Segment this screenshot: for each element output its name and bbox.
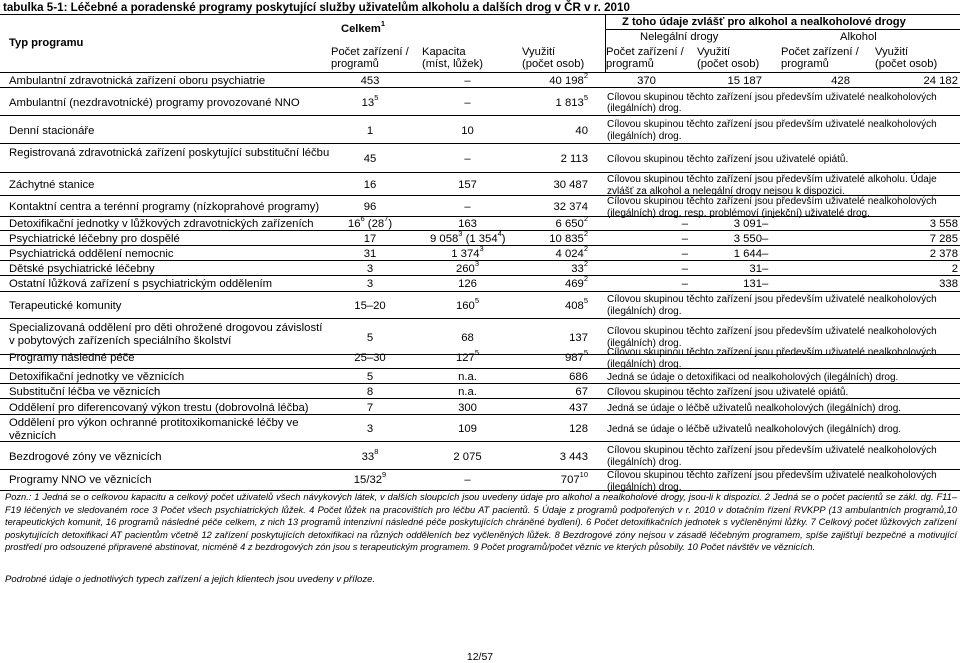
- kapacita-value: 68: [461, 331, 474, 344]
- row-label: Registrovaná zdravotnická zařízení poskytující substituční léčbu: [9, 147, 330, 159]
- row-note: Cílovou skupinou těchto zařízení jsou především uživatelé nealkoholových (ilegálních) drog.: [607, 119, 937, 142]
- cell-dp: [605, 75, 688, 88]
- kapacita-value: 9 $058^3$ (1 $354^4$): [430, 228, 506, 245]
- alkohol-vyuziti-value: 2: [951, 262, 958, 275]
- pocet-value: 17: [363, 232, 377, 245]
- cell-vyuz: [505, 332, 588, 345]
- kapacita-value: n.a.: [458, 386, 477, 398]
- table-row: [0, 385, 960, 399]
- vyuziti-value: 40 $198^2$: [549, 71, 588, 87]
- cell-kap: [430, 332, 505, 345]
- cell-kap: [430, 228, 506, 246]
- row-note: Cílovou skupinou těchto zařízení jsou především uživatelé nealkoholových (ilegálních) drog.: [607, 294, 937, 317]
- cell-pocet: [320, 386, 420, 399]
- cell-vyuz: [505, 93, 588, 110]
- header-typ: Typ programu: [9, 37, 84, 49]
- footnote: Pozn.: 1 Jedná se o celkovou kapacitu a celkový počet uživatelů všech návykových látek, v dalších sloupcích jsou uvedeny údaje pro alkohol a nealkoholové drogy, jsou-li k dispozici. 2 Jedná se o počet pacientů se zákl. dg. F11–F19 léčených ve sledovaném roce 3 Počet všech psychiatrických lůžek. 4 Počet lůžek na pracovištích pro léčbu AT pacientů. 5 Údaje z programů podpořených v r. 2010 v dotačním řízení RVKPP (13 ambulantních programů,10 terapeutických komunit, 16 programů následné péče celkem, z nich 13 programů intenzivní následné péče poskytujících chráněné bydlení). 6 Počet detoxifikačních jednotek s vyčleněnými lůžky. 7 Celkový počet lůžkových zařízení poskytujících detoxifikaci AT pacientům včetně 12 zařízení poskytujících detoxifikaci na různých odděleních bez vyčleněných lůžek. 8 Bezdrogové zóny nejsou v zásadě léčebným programem, spíše zajišťují bezpečné a motivující prostředí pro odsouzené připravené abstinovat, nicméně 4 z bezdrogových zón jsou s terapeutickým programem. 9 Počet programů/počet věznic ve kterých působily. 10 Počet návštěv ve věznicích.: [5, 492, 957, 553]
- table-row: [0, 196, 960, 217]
- vyuziti-value: 30 487: [553, 179, 588, 191]
- row-label: Oddělení pro diferencovaný výkon trestu (dobrovolná léčba): [9, 401, 309, 414]
- vyuziti-value: 6 $650^2$: [555, 214, 588, 230]
- cell-dv: [688, 263, 762, 276]
- cell-pocet: [320, 300, 420, 313]
- hdr-kapacita: Kapacita (míst, lůžek): [422, 46, 483, 70]
- vyuziti-value: 1 $813^5$: [555, 93, 588, 109]
- vyuziti-value: $987^5$: [564, 348, 588, 364]
- cell-vyuz: [505, 295, 588, 313]
- kapacita-value: –: [464, 474, 471, 486]
- cell-pocet: [320, 93, 420, 110]
- alkohol-pocet-value: –: [762, 278, 769, 290]
- hdr-pocet: Počet zařízení / programů: [331, 46, 409, 70]
- pocet-value: 7: [366, 401, 374, 414]
- cell-dv: [688, 75, 762, 88]
- cell-pocet: [320, 332, 420, 345]
- vyuziti-value: 437: [569, 401, 588, 414]
- cell-pocet: [320, 179, 420, 192]
- cell-dp: [605, 248, 688, 261]
- row-label: Specializovaná oddělení pro děti ohrožené drogovou závislostí v pobytových zařízeních speciálního školství: [9, 322, 323, 347]
- alkohol-vyuziti-value: 3 558: [929, 218, 958, 230]
- cell-dv: [688, 278, 762, 291]
- cell-kap: [430, 125, 505, 138]
- drogy-vyuziti-value: 1 644: [733, 247, 762, 260]
- cell-pocet: [320, 153, 420, 166]
- row-note: Cílovou skupinou těchto zařízení jsou především uživatelé nealkoholových (ilegálních) drog, resp. problémoví (injekční) uživatelé drog.: [607, 196, 937, 219]
- cell-pocet: [320, 75, 420, 88]
- hdr-pocet-alkohol: Počet zařízení / programů: [781, 46, 859, 70]
- cell-dv: [688, 233, 762, 246]
- cell-pocet: [320, 371, 420, 384]
- kapacita-value: $260^3$: [455, 258, 480, 275]
- cell-av: [850, 278, 958, 291]
- alkohol-vyuziti-value: 2 378: [929, 247, 958, 260]
- cell-dp: [605, 278, 688, 291]
- pocet-value: 25–30: [354, 352, 386, 364]
- cell-kap: [430, 278, 505, 291]
- row-label: Ostatní lůžková zařízení s psychiatrickým oddělením: [9, 278, 273, 290]
- cell-ap: [762, 248, 850, 261]
- cell-vyuz: [505, 71, 588, 88]
- row-rule: [0, 383, 960, 384]
- kapacita-value: 300: [458, 401, 477, 414]
- cell-ap: [762, 278, 850, 291]
- cell-kap: [430, 451, 505, 464]
- cell-vyuz: [505, 348, 588, 365]
- cell-kap: [430, 348, 505, 365]
- cell-kap: [430, 97, 505, 110]
- pocet-value: 16: [363, 179, 377, 191]
- row-label: Detoxifikační jednotky v lůžkových zdravotnických zařízeních: [9, 218, 314, 230]
- row-label: Ambulantní zdravotnická zařízení oboru psychiatrie: [9, 75, 266, 87]
- row-label: Záchytné stanice: [9, 179, 95, 191]
- pocet-value: 45: [363, 153, 377, 165]
- alkohol-vyuziti-value: 24 182: [923, 75, 958, 87]
- row-rule: [0, 368, 960, 369]
- table-row: [0, 347, 960, 369]
- pocet-value: 3: [366, 278, 374, 290]
- drogy-pocet-value: –: [681, 262, 688, 275]
- alkohol-pocet-value: –: [762, 218, 769, 230]
- cell-dp: [605, 233, 688, 246]
- cell-ap: [762, 233, 850, 246]
- alkohol-pocet-value: –: [762, 262, 769, 275]
- vyuziti-value: 686: [569, 371, 588, 383]
- pocet-value: $13^5$: [361, 93, 379, 109]
- alkohol-vyuziti-value: 338: [939, 278, 958, 290]
- cell-av: [850, 75, 958, 88]
- cell-pocet: [320, 470, 420, 487]
- cell-pocet: [320, 125, 420, 138]
- page-number: 12/57: [466, 651, 494, 663]
- hdr-vyuziti-alkohol: Využití (počet osob): [875, 46, 938, 70]
- row-label: Substituční léčba ve věznicích: [9, 386, 161, 398]
- row-note: Cílovou skupinou těchto zařízení jsou především uživatelé nealkoholových (ilegálních) drog.: [607, 326, 937, 349]
- vyuziti-value: 67: [575, 386, 588, 398]
- cell-pocet: [320, 263, 420, 276]
- row-rule: [0, 115, 960, 116]
- kapacita-value: 10: [461, 124, 474, 137]
- row-label: Psychiatrické léčebny pro dospělé: [9, 232, 180, 245]
- kapacita-value: –: [464, 75, 471, 87]
- pocet-value: 15–20: [354, 299, 386, 312]
- pocet-value: 453: [360, 75, 380, 87]
- drogy-vyuziti-value: 131: [743, 278, 762, 290]
- cell-kap: [430, 423, 505, 436]
- table-row: [0, 292, 960, 319]
- cell-vyuz: [505, 201, 588, 214]
- alkohol-pocet-value: 428: [831, 75, 850, 87]
- cell-pocet: [320, 446, 420, 464]
- source-note: Podrobné údaje o jednotlivých typech zařízení a jejich klientech jsou uvedeny v příloze.: [5, 574, 376, 585]
- pocet-value: $33^8$: [361, 446, 379, 463]
- kapacita-value: 2 075: [453, 450, 482, 463]
- cell-kap: [430, 402, 505, 415]
- kapacita-value: $160^5$: [455, 295, 480, 312]
- kapacita-value: n.a.: [458, 371, 477, 383]
- drogy-pocet-value: 370: [637, 75, 656, 87]
- drogy-vyuziti-value: 3 091: [733, 218, 762, 230]
- row-rule: [0, 87, 960, 88]
- cell-vyuz: [505, 402, 588, 415]
- row-rule: [0, 143, 960, 144]
- cell-pocet: [320, 402, 420, 415]
- table-title: tabulka 5-1: Léčebné a poradenské programy poskytující služby uživatelům alkoholu a dalších drog v ČR v r. 2010: [3, 1, 630, 14]
- vyuziti-value: 2 113: [560, 153, 588, 165]
- table-row: [0, 90, 960, 116]
- kapacita-value: 157: [458, 179, 477, 191]
- row-label: Terapeutické komunity: [9, 299, 122, 312]
- cell-pocet: [320, 214, 420, 231]
- table-row: [0, 276, 960, 292]
- vyuziti-value: $707^{10}$: [560, 470, 588, 486]
- table-row: [0, 370, 960, 384]
- cell-pocet: [320, 352, 420, 365]
- cell-ap: [762, 263, 850, 276]
- vyuziti-value: 137: [569, 331, 588, 344]
- vyuziti-value: 4 $024^2$: [555, 243, 588, 260]
- row-label: Bezdrogové zóny ve věznicích: [9, 450, 162, 463]
- cell-kap: [430, 474, 505, 487]
- cell-dv: [688, 248, 762, 261]
- table-row: [0, 214, 960, 231]
- rule: [0, 72, 960, 73]
- row-label: Programy následné péče: [9, 352, 135, 364]
- kapacita-value: $127^5$: [455, 348, 480, 364]
- table-row: [0, 400, 960, 415]
- hdr-vyuziti-drogy: Využití (počet osob): [697, 46, 760, 70]
- row-note: Cílovou skupinou těchto zařízení jsou především uživatelé alkoholu. Údaje zvlášť za alkohol a nelegální drogy nejsou k dispozici.: [607, 174, 937, 197]
- row-label: Programy NNO ve věznicích: [9, 474, 152, 486]
- cell-kap: [430, 75, 505, 88]
- vyuziti-value: 10 $835^2$: [549, 228, 588, 245]
- header-celkem: Celkem$^1$: [341, 19, 385, 35]
- drogy-pocet-value: –: [681, 247, 688, 260]
- pocet-value: $16^6$ $(28^7)$: [347, 214, 393, 230]
- cell-av: [850, 218, 958, 231]
- row-note: Cílovou skupinou těchto zařízení jsou především uživatelé nealkoholových (ilegálních) drog.: [607, 470, 937, 493]
- cell-ap: [762, 75, 850, 88]
- cell-vyuz: [505, 274, 588, 291]
- table-row: [0, 145, 960, 173]
- alkohol-pocet-value: –: [762, 232, 769, 245]
- cell-kap: [430, 243, 505, 261]
- row-note: Cílovou skupinou těchto zařízení jsou především uživatelé nealkoholových (ilegálních) drog.: [607, 445, 937, 468]
- row-note: Cílovou skupinou těchto zařízení jsou uživatelé opiátů.: [607, 387, 849, 398]
- vyuziti-value: $33^2$: [571, 258, 588, 275]
- vyuziti-value: 32 374: [553, 200, 588, 213]
- table-row: [0, 470, 960, 493]
- row-note: Jedná se údaje o detoxifikaci od nealkoholových (ilegálních) drog.: [607, 372, 899, 383]
- row-label: Detoxifikační jednotky ve věznicích: [9, 371, 185, 383]
- cell-kap: [430, 153, 505, 166]
- drogy-vyuziti-value: 3 550: [733, 232, 762, 245]
- cell-vyuz: [505, 371, 588, 384]
- row-label: Psychiatrická oddělení nemocnic: [9, 247, 174, 260]
- header-alkohol: Alkohol: [840, 31, 877, 43]
- row-label: Kontaktní centra a terénní programy (nízkoprahové programy): [9, 200, 320, 213]
- drogy-pocet-value: –: [681, 278, 688, 290]
- table-row: [0, 258, 960, 276]
- drogy-pocet-value: –: [681, 232, 688, 245]
- kapacita-value: –: [464, 200, 471, 213]
- row-note: Jedná se údaje o léčbě uživatelů nealkoholových (ilegálních) drog.: [607, 423, 902, 435]
- cell-pocet: [320, 278, 420, 291]
- cell-dp: [605, 263, 688, 276]
- pocet-value: 3: [366, 262, 374, 275]
- rule: [605, 29, 960, 30]
- cell-vyuz: [505, 470, 588, 487]
- cell-pocet: [320, 423, 420, 436]
- row-rule: [0, 441, 960, 442]
- pocet-value: 5: [366, 331, 374, 344]
- vyuziti-value: 3 443: [559, 450, 588, 463]
- cell-pocet: [320, 233, 420, 246]
- kapacita-value: 163: [458, 218, 477, 230]
- pocet-value: $15/32^9$: [353, 470, 387, 486]
- row-note: Cílovou skupinou těchto zařízení jsou především uživatelé nealkoholových (ilegálních) drog.: [607, 347, 937, 370]
- rule: [0, 14, 960, 15]
- drogy-vyuziti-value: 31: [749, 262, 762, 275]
- hdr-vyuziti: Využití (počet osob): [522, 46, 585, 70]
- cell-vyuz: [505, 243, 588, 261]
- pocet-value: 3: [366, 422, 374, 435]
- pocet-value: 1: [366, 124, 374, 137]
- drogy-pocet-value: –: [681, 218, 688, 230]
- kapacita-value: 109: [458, 422, 477, 435]
- cell-kap: [430, 295, 505, 313]
- cell-kap: [430, 386, 505, 399]
- kapacita-value: –: [464, 153, 471, 165]
- cell-vyuz: [505, 153, 588, 166]
- row-rule: [0, 398, 960, 399]
- hdr-pocet-drogy: Počet zařízení / programů: [606, 46, 684, 70]
- row-label: Dětské psychiatrické léčebny: [9, 262, 155, 275]
- row-label: Oddělení pro výkon ochranné protitoxikomanické léčby ve věznicích: [9, 417, 299, 442]
- cell-av: [850, 263, 958, 276]
- header-nelegalni: Nelegální drogy: [640, 31, 719, 43]
- row-rule: [0, 318, 960, 319]
- table-row: [0, 243, 960, 261]
- cell-vyuz: [505, 125, 588, 138]
- cell-pocet: [320, 248, 420, 261]
- pocet-value: 96: [363, 200, 377, 213]
- cell-vyuz: [505, 451, 588, 464]
- table-row: [0, 174, 960, 196]
- kapacita-value: 1 $374^3$: [451, 243, 484, 260]
- cell-kap: [430, 371, 505, 384]
- table-row: [0, 415, 960, 442]
- alkohol-vyuziti-value: 7 285: [929, 232, 958, 245]
- row-label: Denní stacionáře: [9, 124, 95, 137]
- table-row: [0, 117, 960, 144]
- cell-vyuz: [505, 423, 588, 436]
- cell-vyuz: [505, 258, 588, 276]
- row-note: Cílovou skupinou těchto zařízení jsou především uživatelé nealkoholových (ilegálních) drog.: [607, 91, 937, 114]
- cell-ap: [762, 218, 850, 231]
- cell-kap: [430, 218, 505, 231]
- alkohol-pocet-value: –: [762, 247, 769, 260]
- cell-vyuz: [505, 214, 588, 231]
- cell-kap: [430, 201, 505, 214]
- cell-vyuz: [505, 228, 588, 246]
- drogy-vyuziti-value: 15 187: [727, 75, 762, 87]
- row-note: Cílovou skupinou těchto zařízení jsou uživatelé opiátů.: [607, 154, 849, 165]
- cell-dv: [688, 218, 762, 231]
- cell-pocet: [320, 201, 420, 214]
- vyuziti-value: $408^5$: [564, 295, 588, 312]
- vyuziti-value: 128: [569, 422, 588, 435]
- pocet-value: 8: [366, 386, 374, 398]
- row-label: Ambulantní (nezdravotnické) programy provozované NNO: [9, 97, 300, 109]
- row-rule: [0, 172, 960, 173]
- kapacita-value: 126: [458, 278, 477, 290]
- cell-vyuz: [505, 386, 588, 399]
- cell-kap: [430, 179, 505, 192]
- pocet-value: 31: [363, 247, 377, 260]
- cell-kap: [430, 258, 505, 276]
- cell-av: [850, 233, 958, 246]
- table-row: [0, 71, 960, 88]
- pocet-value: 5: [366, 371, 374, 383]
- cell-dp: [605, 218, 688, 231]
- header-ztoho: Z toho údaje zvlášť pro alkohol a nealkoholové drogy: [622, 16, 906, 28]
- cell-vyuz: [505, 179, 588, 192]
- kapacita-value: –: [464, 97, 471, 109]
- table-row: [0, 443, 960, 470]
- vyuziti-value: $469^2$: [564, 274, 588, 290]
- vyuziti-value: 40: [575, 124, 588, 137]
- cell-av: [850, 248, 958, 261]
- row-note: Jedná se údaje o léčbě uživatelů nealkoholových (ilegálních) drog.: [607, 402, 902, 414]
